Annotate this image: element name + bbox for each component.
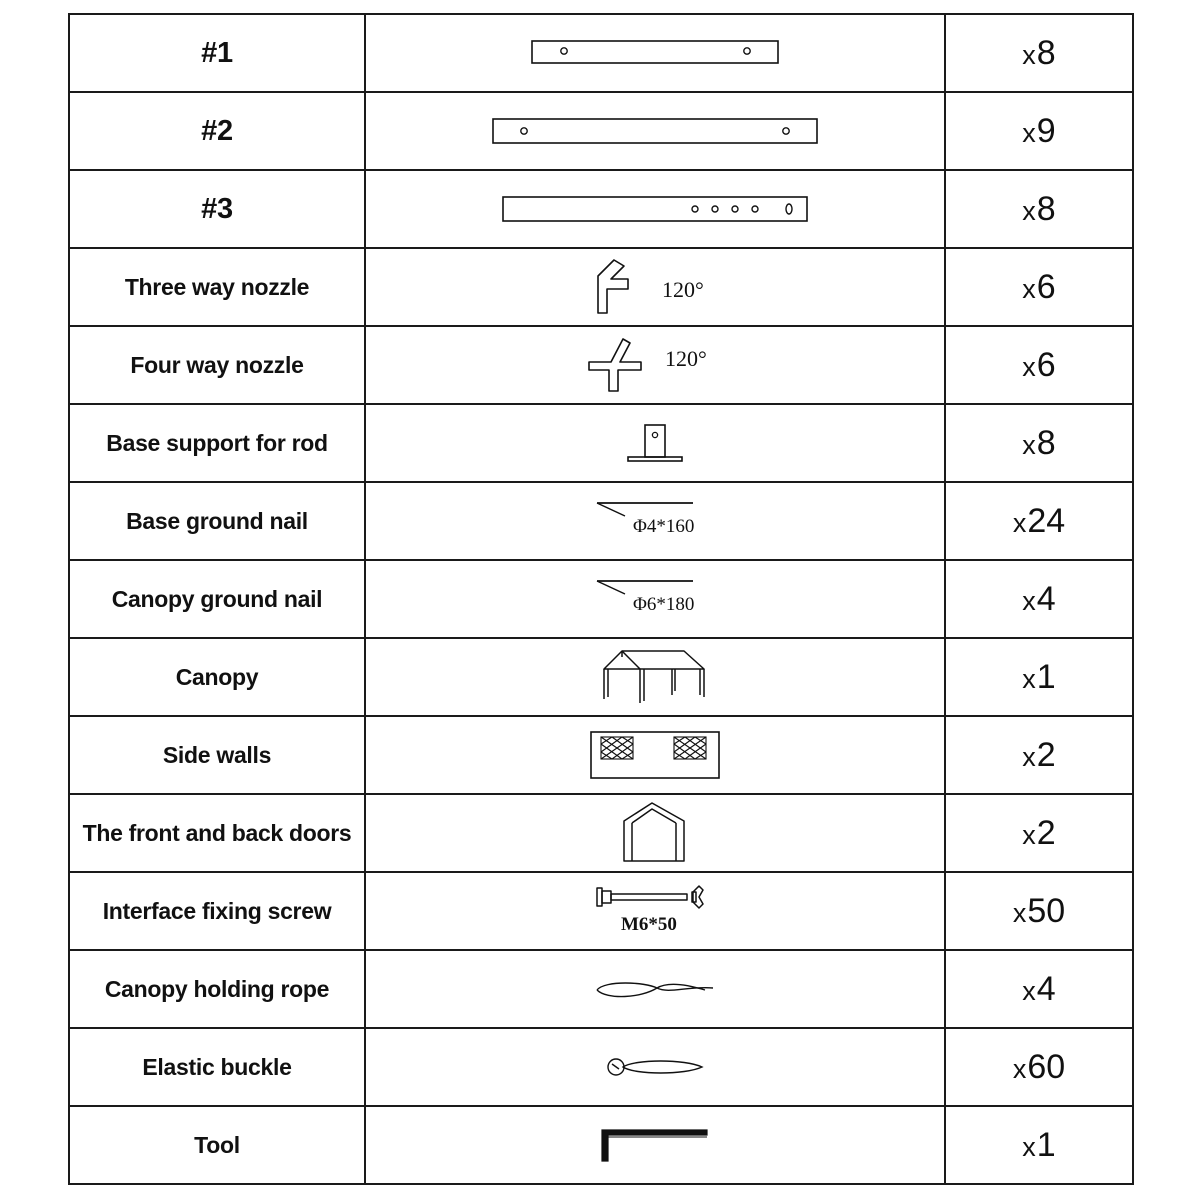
part-illustration — [365, 326, 945, 404]
part-illustration — [365, 950, 945, 1028]
part-quantity: x24 — [945, 482, 1133, 560]
part-illustration — [365, 92, 945, 170]
part-illustration — [365, 638, 945, 716]
part-illustration — [365, 794, 945, 872]
long-rod-icon — [491, 116, 819, 146]
part-quantity: x4 — [945, 560, 1133, 638]
part-name: Four way nozzle — [69, 326, 365, 404]
part-name: Elastic buckle — [69, 1028, 365, 1106]
side-wall-icon — [589, 730, 721, 780]
door-icon — [620, 801, 690, 865]
part-illustration — [365, 404, 945, 482]
part-illustration — [365, 560, 945, 638]
nozzle-angle-label: 120° — [665, 346, 707, 371]
nail-spec-label: Φ6*180 — [633, 594, 695, 615]
part-name: Canopy holding rope — [69, 950, 365, 1028]
canopy-icon — [600, 647, 710, 707]
part-name: Interface fixing screw — [69, 872, 365, 950]
part-name: Three way nozzle — [69, 248, 365, 326]
part-quantity: x6 — [945, 248, 1133, 326]
leg-rod-icon — [501, 194, 809, 224]
nozzle-angle-label: 120° — [662, 277, 704, 302]
table-row — [69, 170, 1133, 248]
part-quantity: x8 — [945, 170, 1133, 248]
table-row — [69, 404, 1133, 482]
part-illustration — [365, 872, 945, 950]
elastic-buckle-icon — [605, 1053, 705, 1081]
four-way-nozzle-icon — [585, 336, 725, 394]
screw-spec-label: M6*50 — [621, 914, 677, 935]
ground-nail-icon — [595, 500, 715, 542]
part-name: Base ground nail — [69, 482, 365, 560]
part-quantity: x1 — [945, 1106, 1133, 1184]
table-row — [69, 950, 1133, 1028]
table-row — [69, 92, 1133, 170]
part-name: Canopy ground nail — [69, 560, 365, 638]
part-illustration — [365, 1028, 945, 1106]
table-row — [69, 638, 1133, 716]
part-name: #2 — [69, 92, 365, 170]
base-support-icon — [625, 423, 685, 463]
screw-icon — [593, 882, 717, 940]
part-name: Canopy — [69, 638, 365, 716]
part-quantity: x4 — [945, 950, 1133, 1028]
table-row — [69, 794, 1133, 872]
table-row — [69, 716, 1133, 794]
table-row — [69, 872, 1133, 950]
table-row — [69, 14, 1133, 92]
hex-key-icon — [599, 1125, 711, 1165]
part-quantity: x2 — [945, 716, 1133, 794]
part-quantity: x2 — [945, 794, 1133, 872]
rope-icon — [595, 974, 715, 1004]
part-illustration — [365, 248, 945, 326]
table-row — [69, 1106, 1133, 1184]
table-row — [69, 326, 1133, 404]
part-illustration — [365, 716, 945, 794]
part-illustration — [365, 14, 945, 92]
part-quantity: x50 — [945, 872, 1133, 950]
part-name: #3 — [69, 170, 365, 248]
part-quantity: x8 — [945, 14, 1133, 92]
part-quantity: x60 — [945, 1028, 1133, 1106]
part-quantity: x8 — [945, 404, 1133, 482]
part-name: #1 — [69, 14, 365, 92]
ground-nail-icon — [595, 578, 715, 620]
parts-list-table — [68, 13, 1134, 1185]
part-name: Side walls — [69, 716, 365, 794]
table-row — [69, 1028, 1133, 1106]
part-illustration — [365, 482, 945, 560]
short-rod-icon — [530, 38, 780, 68]
part-name: Tool — [69, 1106, 365, 1184]
part-name: The front and back doors — [69, 794, 365, 872]
part-name: Base support for rod — [69, 404, 365, 482]
table-row — [69, 248, 1133, 326]
three-way-nozzle-icon — [590, 258, 720, 316]
table-row — [69, 560, 1133, 638]
part-illustration — [365, 170, 945, 248]
part-quantity: x9 — [945, 92, 1133, 170]
part-illustration — [365, 1106, 945, 1184]
part-quantity: x1 — [945, 638, 1133, 716]
table-row — [69, 482, 1133, 560]
part-quantity: x6 — [945, 326, 1133, 404]
nail-spec-label: Φ4*160 — [633, 516, 695, 537]
